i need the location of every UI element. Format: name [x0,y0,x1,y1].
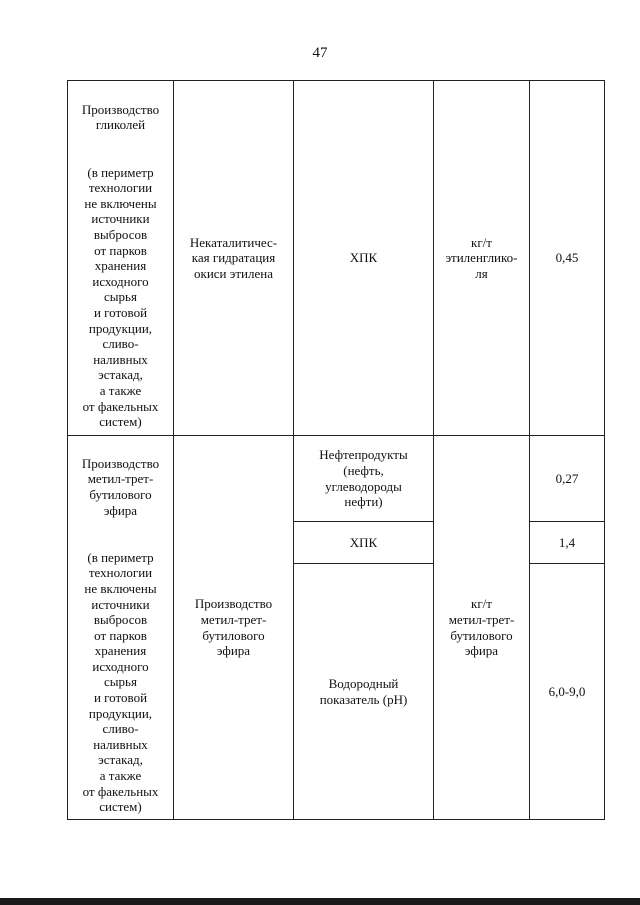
indicator-cell: ХПК [294,522,434,564]
value-cell: 0,27 [530,436,605,522]
table-row [68,436,605,522]
value-cell: 1,4 [530,522,605,564]
page-number: 47 [312,45,328,61]
process-cell: Производство метил-трет- бутилового эфира [174,436,294,820]
section-note: (в периметр технологии не включены источники выбросов от парков хранения исходного сырья и готовой продукции, сливо- наливных эстакад, а также от факельных систем) [82,164,159,430]
section-title: Производство гликолей [81,101,160,133]
process-cell: Некаталитичес- кая гидратация окиси этилена [174,81,294,436]
emissions-table [67,80,605,820]
indicator-cell: Водородный показатель (рН) [294,564,434,820]
unit-cell: кг/т этиленглико- ля [434,81,530,436]
section-note: (в периметр технологии не включены источники выбросов от парков хранения исходного сырья и готовой продукции, сливо- наливных эстакад, а также от факельных систем) [82,549,159,815]
section-cell [68,436,174,820]
indicator-cell: ХПК [294,81,434,436]
value-cell: 0,45 [530,81,605,436]
scan-edge-bar [0,898,640,905]
value-cell: 6,0-9,0 [530,564,605,820]
section-title: Производство метил-трет- бутилового эфира [81,455,160,518]
indicator-cell: Нефтепродукты (нефть, углеводороды нефти) [294,436,434,522]
table-row [68,81,605,436]
section-cell [68,81,174,436]
unit-cell: кг/т метил-трет- бутилового эфира [434,436,530,820]
